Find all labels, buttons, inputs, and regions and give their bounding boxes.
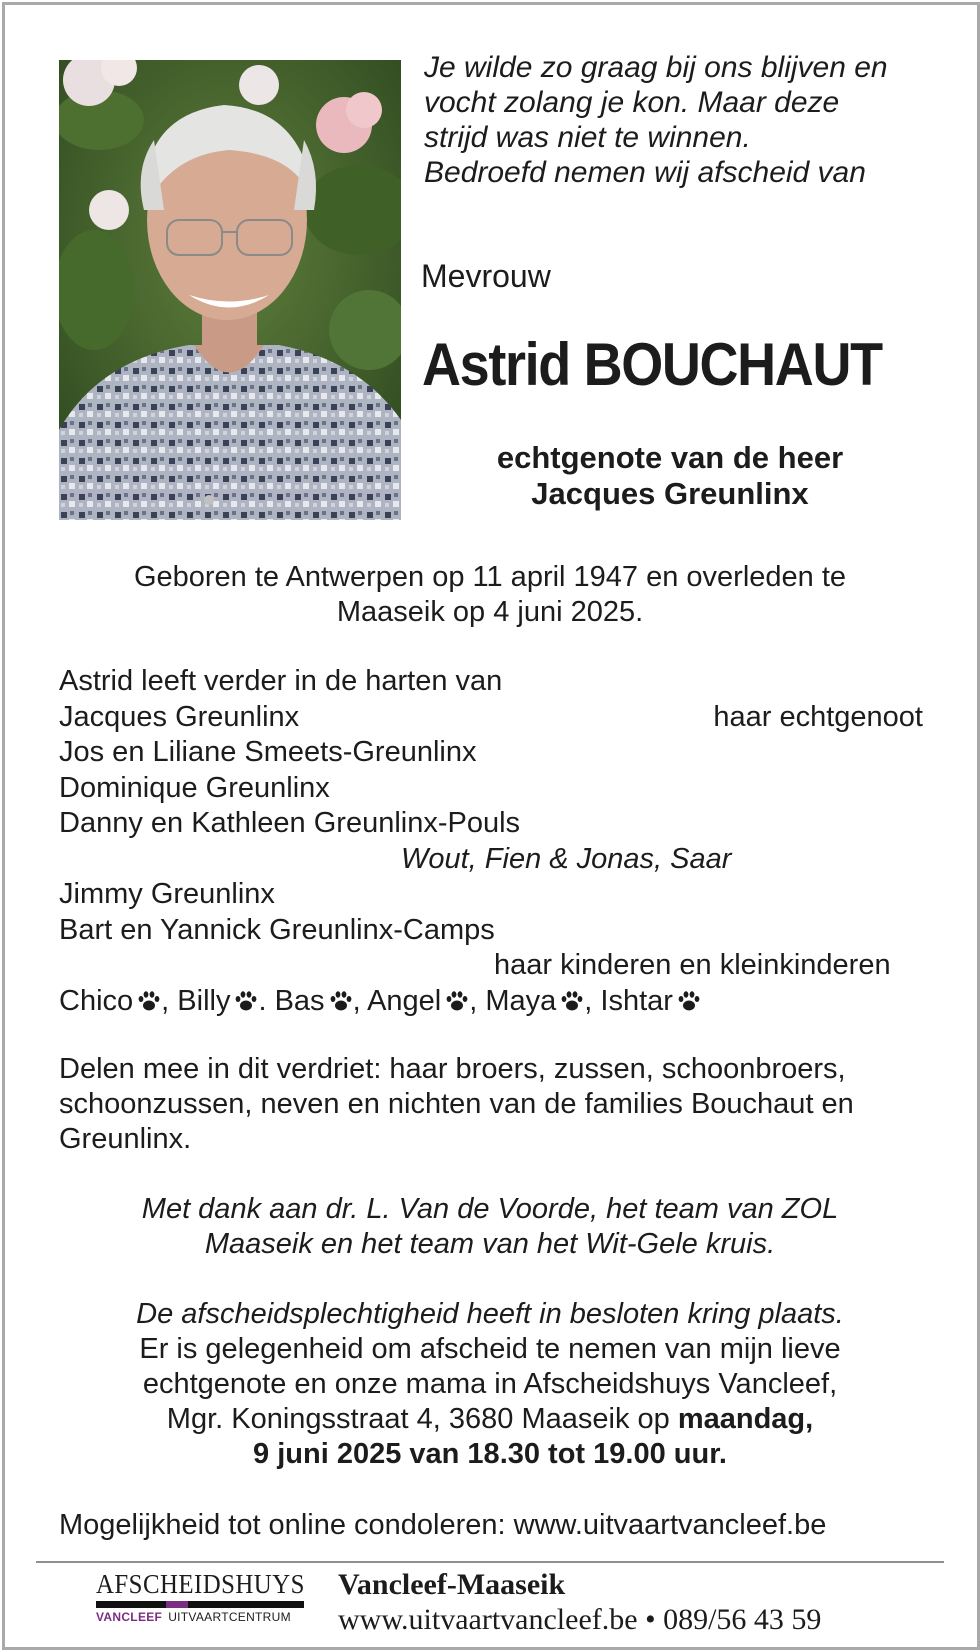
logo-sub: UITVAARTCENTRUM	[168, 1610, 291, 1624]
pet-name: Angel	[367, 984, 442, 1017]
funeral-home-phone: 089/56 43 59	[663, 1603, 822, 1636]
paw-icon	[445, 989, 469, 1013]
birth-line: Geboren te Antwerpen op 11 april 1947 en overleden te	[133, 561, 847, 593]
pet-separator: ,	[469, 984, 486, 1017]
pet-separator: ,	[584, 984, 601, 1017]
footer-divider	[36, 1561, 944, 1563]
child-name: Danny en Kathleen Greunlinx-Pouls	[59, 807, 521, 839]
ceremony-datetime: 9 juni 2025 van 18.30 tot 19.00 uur.	[253, 1438, 727, 1470]
grandchildren-names: Wout, Fien & Jonas, Saar	[401, 842, 732, 875]
family-row	[59, 842, 929, 878]
share-line: Delen mee in dit verdriet: haar broers, zussen, schoonbroers,	[59, 1053, 846, 1085]
paw-icon	[560, 989, 584, 1013]
pet-separator: .	[258, 984, 275, 1017]
spouse-info	[420, 440, 920, 512]
pet-name: Chico	[59, 984, 134, 1017]
child-name: Jos en Liliane Smeets-Greunlinx	[59, 736, 477, 768]
pet-item	[600, 985, 701, 1017]
thanks-line: Met dank aan dr. L. Van de Voorde, het team van ZOL	[141, 1193, 839, 1225]
intro-line: strijd was niet te winnen.	[424, 121, 751, 154]
child-name: Jimmy Greunlinx	[59, 878, 275, 910]
pet-separator: ,	[352, 984, 368, 1017]
thanks-note	[60, 1192, 920, 1262]
logo-subtitle	[96, 1609, 306, 1625]
ceremony-line: Er is gelegenheid om afscheid te nemen van mijn lieve	[139, 1333, 841, 1365]
birth-death-info	[60, 560, 920, 630]
paw-icon	[234, 989, 258, 1013]
pet-item	[59, 985, 177, 1017]
pet-name: Ishtar	[600, 984, 673, 1017]
spouse-line: echtgenote van de heer	[496, 440, 844, 475]
pet-item	[485, 985, 600, 1017]
ceremony-address: Mgr. Koningsstraat 4, 3680 Maaseik op	[166, 1403, 678, 1435]
honorific: Mevrouw	[421, 258, 551, 294]
ceremony-datetime-line	[60, 1437, 920, 1472]
online-condolence: Mogelijkheid tot online condoleren: www.uitvaartvancleef.be	[59, 1509, 827, 1541]
spouse-role: haar echtgenoot	[713, 700, 923, 733]
pet-name: Billy	[177, 984, 231, 1017]
child-name: Bart en Yannick Greunlinx-Camps	[59, 913, 495, 946]
ceremony-day: maandag,	[677, 1403, 814, 1435]
funeral-home-website: www.uitvaartvancleef.be	[338, 1603, 638, 1636]
ceremony-info	[60, 1297, 920, 1472]
intro-line: Je wilde zo graag bij ons blijven en	[424, 51, 888, 84]
ceremony-line: De afscheidsplechtigheid heeft in besloten kring plaats.	[136, 1298, 844, 1330]
logo-accent	[166, 1601, 188, 1608]
spouse-line: Jacques Greunlinx	[531, 476, 809, 511]
logo-title: AFSCHEIDSHUYS	[96, 1569, 305, 1599]
pet-name: Bas	[274, 984, 325, 1017]
intro-line: Bedroefd nemen wij afscheid van	[424, 156, 866, 189]
birth-line: Maaseik op 4 juni 2025.	[336, 596, 644, 628]
family-heading: Astrid leeft verder in de harten van	[59, 665, 503, 697]
ceremony-address-line	[60, 1402, 920, 1437]
child-name: Dominique Greunlinx	[59, 771, 330, 804]
pets-row	[59, 984, 929, 1020]
share-line: Greunlinx.	[59, 1123, 192, 1155]
pet-item	[177, 985, 274, 1017]
portrait-photo	[59, 60, 401, 520]
paw-icon	[329, 989, 353, 1013]
contact-bullet: •	[645, 1603, 656, 1636]
share-grief	[59, 1052, 929, 1157]
funeral-home-logo	[96, 1569, 306, 1625]
funeral-home-name: Vancleef-Maaseik	[338, 1568, 566, 1601]
logo-bar	[96, 1601, 304, 1608]
family-row	[59, 700, 929, 736]
pet-name: Maya	[485, 984, 557, 1017]
spouse-name: Jacques Greunlinx	[59, 700, 300, 733]
pet-item	[367, 985, 485, 1017]
family-list	[59, 664, 929, 1019]
children-role: haar kinderen en kleinkinderen	[494, 949, 891, 981]
ceremony-line: echtgenote en onze mama in Afscheidshuys Vancleef,	[142, 1368, 838, 1400]
intro-line: vocht zolang je kon. Maar deze	[424, 86, 840, 119]
paw-icon	[137, 989, 161, 1013]
family-row	[59, 948, 929, 984]
intro-verse	[424, 50, 944, 190]
pet-item	[275, 985, 368, 1017]
share-line: schoonzussen, neven en nichten van de families Bouchaut en	[59, 1088, 854, 1120]
funeral-home-contact	[338, 1603, 821, 1637]
thanks-line: Maaseik en het team van het Wit-Gele kruis.	[204, 1228, 776, 1260]
logo-brand: VANCLEEF	[96, 1610, 163, 1624]
paw-icon	[677, 989, 701, 1013]
pet-separator: ,	[161, 984, 178, 1017]
deceased-name: Astrid BOUCHAUT	[422, 331, 882, 398]
